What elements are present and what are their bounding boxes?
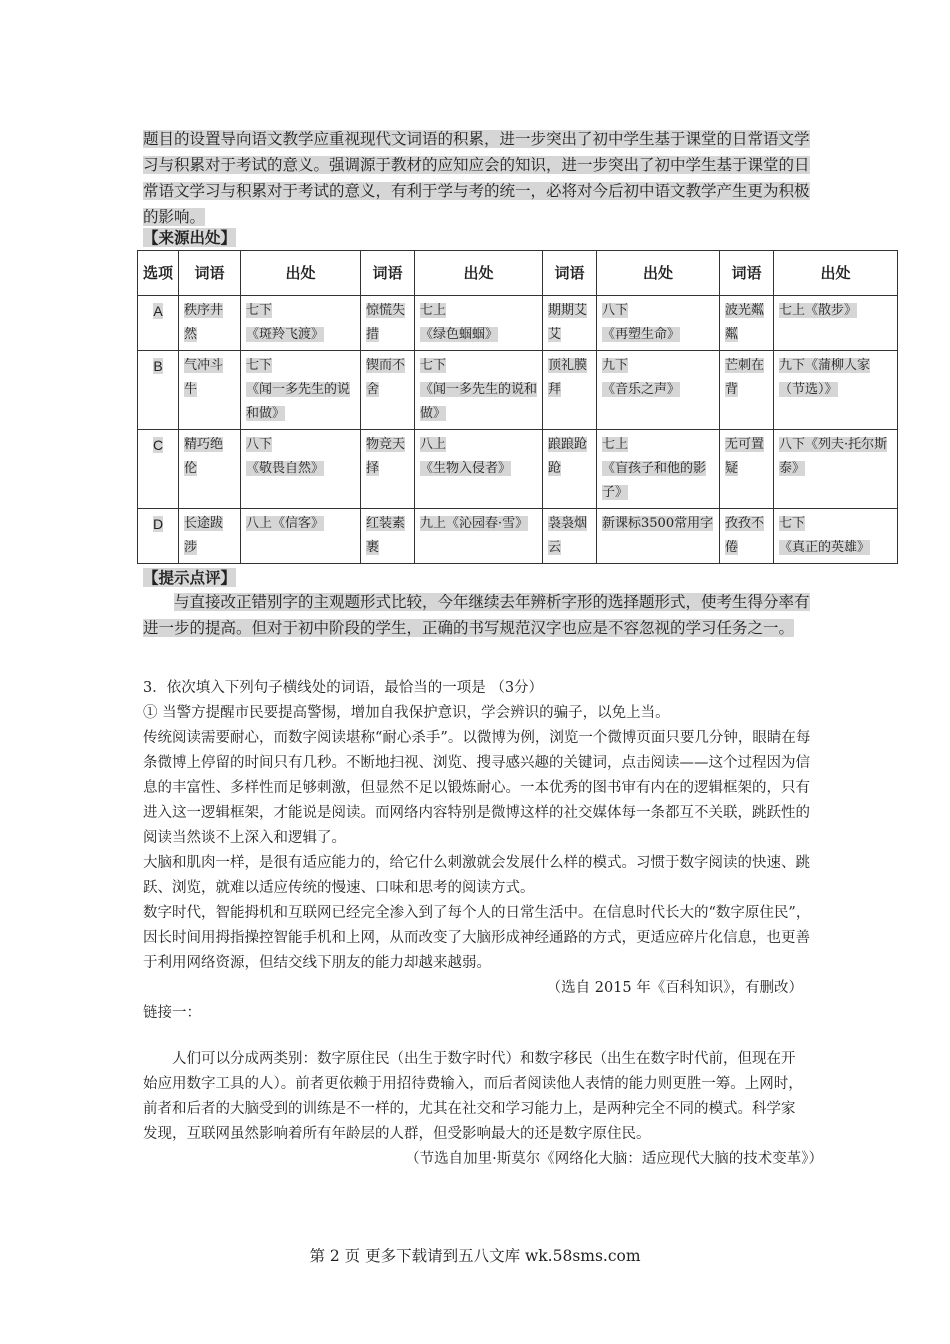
table-row — [138, 351, 898, 430]
word-cell: 无可置疑 — [720, 430, 774, 509]
source-cell: 九下《蒲柳人家（节选）》 — [774, 351, 898, 430]
tip-paragraph: 与直接改正错别字的主观题形式比较，今年继续去年辨析字形的选择题形式，使考生得分率有进一步的提高。但对于初中阶段的学生，正确的书写规范汉字也应是不容忽视的学习任务之一。 — [143, 593, 810, 637]
header-cell: 词语 — [361, 251, 415, 296]
header-cell: 出处 — [415, 251, 543, 296]
link-section — [143, 1047, 823, 1172]
header-cell: 词语 — [720, 251, 774, 296]
source-heading: 【来源出处】 — [143, 228, 237, 247]
source-cell: 新课标3500常用字 — [597, 509, 720, 564]
word-cell: 长途跋涉 — [179, 509, 241, 564]
source-cell: 八上 《生物入侵者》 — [415, 430, 543, 509]
option-cell: D — [138, 509, 179, 564]
word-cell: 踉踉跄跄 — [543, 430, 597, 509]
header-cell: 出处 — [597, 251, 720, 296]
source-cell: 七上《散步》 — [774, 296, 898, 351]
citation-2: （节选自加里·斯莫尔《网络化大脑：适应现代大脑的技术变革》） — [405, 1151, 823, 1167]
word-cell: 气冲斗牛 — [179, 351, 241, 430]
word-cell: 孜孜不倦 — [720, 509, 774, 564]
table-header-row — [138, 251, 898, 296]
source-cell: 七下 《闻一多先生的说和做》 — [415, 351, 543, 430]
intro-paragraph — [143, 126, 823, 230]
word-cell: 红装素裹 — [361, 509, 415, 564]
reading-paragraph-1: 传统阅读需要耐心，而数字阅读堪称“耐心杀手”。以微博为例，浏览一个微博页面只要几分钟，眼睛在每条微博上停留的时间只有几秒。不断地扫视、浏览、搜寻感兴趣的关键词，点击阅读——这个过程因为信息的丰富性、多样性而足够刺激，但显然不足以锻炼耐心。一本优秀的图书审有内在的逻辑框架的，只有进入这一逻辑框架，才能说是阅读。而网络内容特别是微博这样的社交媒体每一条都互不关联，跳跃性的阅读当然谈不上深入和逻辑了。 — [143, 730, 811, 846]
source-cell: 七下 《真正的英雄》 — [774, 509, 898, 564]
tip-heading: 【提示点评】 — [143, 568, 237, 587]
word-cell: 秩序井然 — [179, 296, 241, 351]
word-cell: 波光粼粼 — [720, 296, 774, 351]
source-cell: 九下 《音乐之声》 — [597, 351, 720, 430]
source-cell: 八下《列夫·托尔斯泰》 — [774, 430, 898, 509]
reading-paragraph-3: 数字时代，智能拇机和互联网已经完全渗入到了每个人的日常生活中。在信息时代长大的“数字原住民”，因长时间用拇指操控智能手机和上网，从而改变了大脑形成神经通路的方式，更适应碎片化信息，也更善于利用网络资源，但结交线下朋友的能力却越来越弱。 — [143, 905, 811, 971]
source-cell: 七上 《盲孩子和他的影子》 — [597, 430, 720, 509]
option-cell: A — [138, 296, 179, 351]
header-cell: 词语 — [179, 251, 241, 296]
link-label: 链接一： — [143, 1005, 201, 1021]
question-3 — [143, 676, 823, 1026]
option-cell: C — [138, 430, 179, 509]
word-cell: 精巧绝伦 — [179, 430, 241, 509]
question-stem: 3．依次填入下列句子横线处的词语，最恰当的一项是 （3分） — [143, 680, 544, 696]
option-cell: B — [138, 351, 179, 430]
header-cell: 出处 — [774, 251, 898, 296]
source-cell: 八下 《再塑生命》 — [597, 296, 720, 351]
source-cell: 八上《信客》 — [241, 509, 361, 564]
header-cell: 词语 — [543, 251, 597, 296]
word-cell: 顶礼膜拜 — [543, 351, 597, 430]
word-cell: 期期艾艾 — [543, 296, 597, 351]
table-row — [138, 296, 898, 351]
source-cell: 七上 《绿色蝈蝈》 — [415, 296, 543, 351]
source-cell: 八下 《敬畏自然》 — [241, 430, 361, 509]
citation-1: （选自 2015 年《百科知识》，有删改） — [546, 980, 803, 996]
word-cell: 芒刺在背 — [720, 351, 774, 430]
word-cell: 袅袅烟云 — [543, 509, 597, 564]
source-table — [137, 250, 898, 564]
header-cell: 选项 — [138, 251, 179, 296]
intro-text: 题目的设置导向语文教学应重视现代文词语的积累，进一步突出了初中学生基于课堂的日常语文学习与积累对于考试的意义。强调源于教材的应知应会的知识，进一步突出了初中学生基于课堂的日常语文学习与积累对于考试的意义，有利于学与考的统一，必将对今后初中语文教学产生更为积极的影响。 — [143, 130, 810, 226]
question-item-1: ① 当警方提醒市民要提高警惕，增加自我保护意识，学会辨识的骗子，以免上当。 — [143, 705, 670, 721]
word-cell: 物竞天择 — [361, 430, 415, 509]
table-row — [138, 509, 898, 564]
source-cell: 七下 《闻一多先生的说和做》 — [241, 351, 361, 430]
header-cell: 出处 — [241, 251, 361, 296]
page-footer: 第 2 页 更多下载请到五八文库 wk.58sms.com — [309, 1247, 641, 1265]
reading-paragraph-2: 大脑和肌肉一样，是很有适应能力的，给它什么刺激就会发展什么样的模式。习惯于数字阅读的快速、跳跃、浏览，就难以适应传统的慢速、口味和思考的阅读方式。 — [143, 855, 810, 896]
link-paragraph: 人们可以分成两类别：数字原住民（出生于数字时代）和数字移民（出生在数字时代前，但现在开始应用数字工具的人）。前者更依赖于用招待费输入，而后者阅读他人表情的能力则更胜一筹。上网时，前者和后者的大脑受到的训练是不一样的，尤其在社交和学习能力上，是两种完全不同的模式。科学家发现，互联网虽然影响着所有年龄层的人群，但受影响最大的还是数字原住民。 — [143, 1051, 803, 1142]
table-row — [138, 430, 898, 509]
word-cell: 锲而不舍 — [361, 351, 415, 430]
word-cell: 惊慌失措 — [361, 296, 415, 351]
source-cell: 七下 《斑羚飞渡》 — [241, 296, 361, 351]
source-cell: 九上《沁园春·雪》 — [415, 509, 543, 564]
